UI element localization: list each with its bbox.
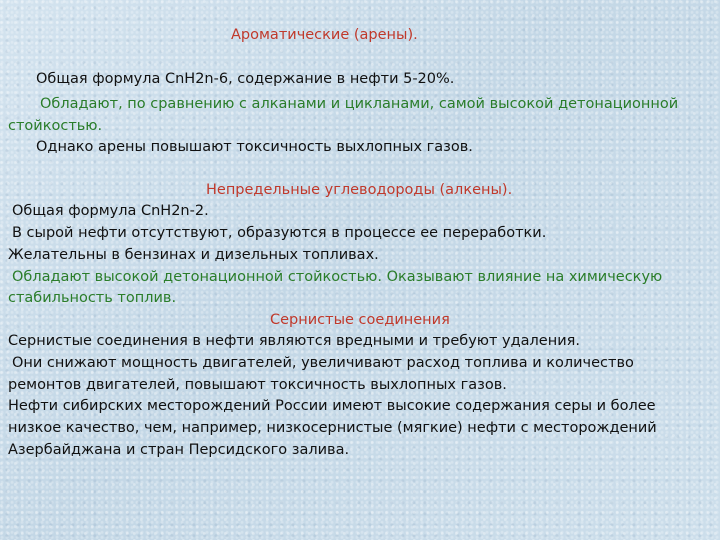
alkenes-formula: Общая формула CnH2n-2. [12, 203, 209, 219]
arenes-detonation-line1: Обладают, по сравнению с алканами и цикланами, самой высокой детонационной [40, 96, 679, 112]
arenes-title: Ароматические (арены). [231, 27, 418, 43]
alkenes-desirability: Желательны в бензинах и дизельных топливах. [8, 247, 379, 263]
sulfur-siberia-line2: низкое качество, чем, например, низкосернистые (мягкие) нефти с месторождений [8, 420, 657, 436]
alkenes-effect-green: Обладают высокой детонационной стойкостью. [12, 269, 382, 285]
alkenes-effect-blue: Оказывают влияние на химическую [381, 269, 663, 285]
arenes-formula: Общая формула CnH2n-6, содержание в нефти 5-20%. [36, 71, 455, 87]
sulfur-siberia-line1: Нефти сибирских месторождений России имеют высокие содержания серы и более [8, 398, 656, 414]
alkenes-origin: В сырой нефти отсутствуют, образуются в процессе ее переработки. [12, 225, 547, 241]
sulfur-effects-line2: ремонтов двигателей, повышают токсичность выхлопных газов. [8, 377, 507, 393]
arenes-detonation-line2: стойкостью. [8, 118, 103, 134]
alkenes-effect-line2: стабильность топлив. [8, 290, 177, 306]
arenes-toxicity: Однако арены повышают токсичность выхлопных газов. [36, 139, 473, 155]
alkenes-title: Непредельные углеводороды (алкены). [206, 182, 513, 198]
sulfur-siberia-line3: Азербайджана и стран Персидского залива. [8, 442, 350, 458]
alkenes-effect-line1 [12, 267, 662, 287]
sulfur-title: Сернистые соединения [270, 312, 450, 328]
sulfur-harmful: Сернистые соединения в нефти являются вредными и требуют удаления. [8, 333, 580, 349]
sulfur-effects-line1: Они снижают мощность двигателей, увеличивают расход топлива и количество [12, 355, 634, 371]
